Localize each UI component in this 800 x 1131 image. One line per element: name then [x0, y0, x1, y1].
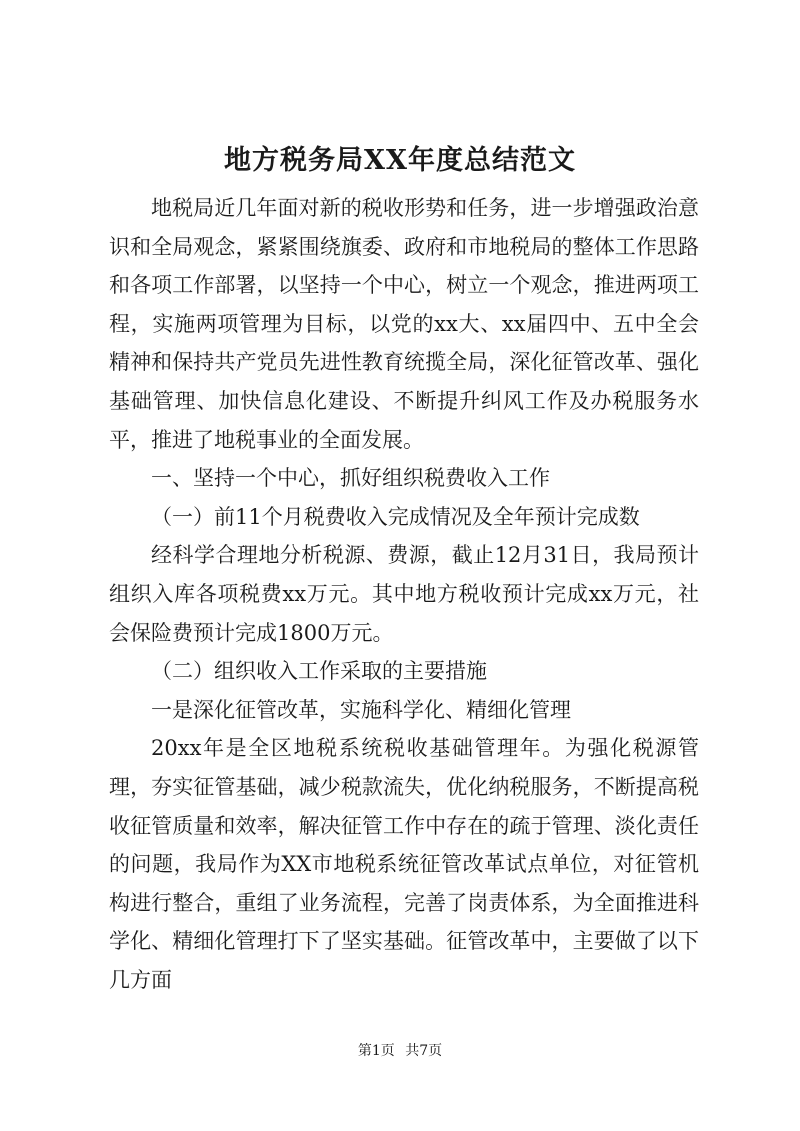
measure-heading-1: 一是深化征管改革，实施科学化、精细化管理	[151, 697, 571, 722]
section-heading-1: 一、坚持一个中心，抓好组织税费收入工作	[151, 466, 550, 491]
page-footer	[0, 1041, 800, 1061]
paragraph-reform: 20xx年是全区地税系统税收基础管理年。为强化税源管理，夯实征管基础，减少税款流失，优化纳税服务，不断提高税收征管质量和效率，解决征管工作中存在的疏于管理、淡化责任的问题，我局作为XX市地税系统征管改革试点单位，对征管机构进行整合，重组了业务流程，完善了岗责体系，为全面推进科学化、精细化管理打下了坚实基础。征管改革中，主要做了以下几方面	[109, 736, 699, 992]
page-number: 第1页	[357, 1043, 395, 1059]
document-body	[109, 189, 699, 999]
paragraph-intro: 地税局近几年面对新的税收形势和任务，进一步增强政治意识和全局观念，紧紧围绕旗委、政府和市地税局的整体工作思路和各项工作部署，以坚持一个中心，树立一个观念，推进两项工程，实施两项管理为目标，以党的xx大、xx届四中、五中全会精神和保持共产党员先进性教育统揽全局，深化征管改革、强化基础管理、加快信息化建设、不断提升纠风工作及办税服务水平，推进了地税事业的全面发展。	[109, 196, 699, 452]
page-total: 共7页	[405, 1043, 443, 1059]
document-title: 地方税务局XX年度总结范文	[224, 145, 576, 176]
subsection-heading-1: （一）前11个月税费收入完成情况及全年预计完成数	[151, 504, 640, 529]
subsection-heading-2: （二）组织收入工作采取的主要措施	[151, 659, 487, 684]
paragraph-revenue: 经科学合理地分析税源、费源，截止12月31日，我局预计组织入库各项税费xx万元。其中地方税收预计完成xx万元，社会保险费预计完成1800万元。	[109, 543, 699, 645]
